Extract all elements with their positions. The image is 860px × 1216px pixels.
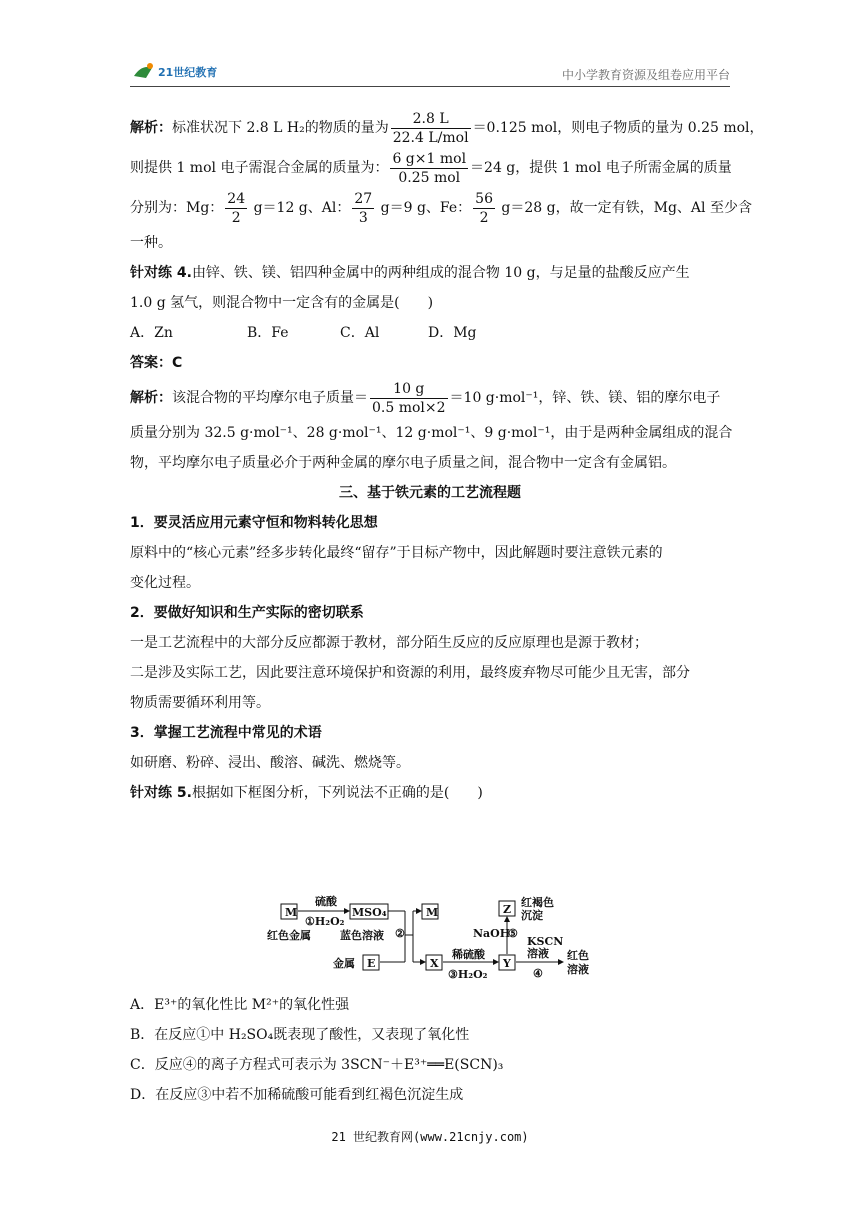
fraction: $\frac{27}{3}$: [354, 190, 373, 226]
paragraph: 二是涉及实际工艺，因此要注意环境保护和资源的利用，最终废弃物尽可能少且无害，部分: [130, 665, 690, 681]
subheading-1: 1．要灵活应用元素守恒和物料转化思想: [130, 515, 378, 531]
analysis4-line1: 解析：该混合物的平均摩尔电子质量＝ $\frac{10 g}{\text{0.5 mol×2}}$ ＝10 g·mol⁻¹，锌、铁、镁、铝的摩尔电子: [130, 380, 721, 416]
option-d: D．在反应③中若不加稀硫酸可能看到红褐色沉淀生成: [130, 1087, 464, 1103]
caption-red-solution-1: 红色: [567, 949, 589, 962]
page-footer: 21 世纪教育网(www.21cnjy.com): [331, 1130, 529, 1144]
flow-diagram: [265, 895, 595, 990]
fraction: $\frac{24}{2}$: [227, 190, 246, 226]
step-3: ③H₂O₂: [448, 968, 488, 981]
reagent-sulfuric: 硫酸: [315, 895, 337, 908]
label-z: Z: [503, 903, 512, 916]
question-label: 针对练 5.: [130, 785, 192, 801]
caption-precip-1: 红褐色: [521, 896, 554, 909]
logo-text: 21世纪教育: [158, 66, 218, 79]
reagent-kscn: KSCN: [527, 935, 564, 948]
caption-metal: 金属: [333, 957, 355, 970]
analysis3-line2: 则提供 1 mol 电子需混合金属的质量为： $\frac{\text{6 g×1 mol}}{\text{0.25 mol}}$ ＝24 g，提供 1 mol 电子所需金属的质量: [130, 150, 732, 186]
label-e: E: [367, 957, 376, 970]
reagent-naoh: NaOH: [473, 927, 511, 940]
step-2: ②: [395, 927, 405, 940]
question-label: 针对练 4.: [130, 265, 192, 281]
option-a: A．Zn: [130, 325, 173, 341]
q5-options: [130, 990, 730, 1110]
analysis4-line2: 质量分别为 32.5 g·mol⁻¹、28 g·mol⁻¹、12 g·mol⁻¹、9 g·mol⁻¹，由于是两种金属组成的混合: [130, 425, 733, 441]
option-a: A．E³⁺的氧化性比 M²⁺的氧化性强: [130, 997, 350, 1013]
paragraph: 物质需要循环利用等。: [130, 695, 270, 711]
label-y: Y: [503, 957, 511, 970]
label-m: M: [285, 906, 298, 919]
option-c: C．反应④的离子方程式可表示为 3SCN⁻＋E³⁺══E(SCN)₃: [130, 1057, 504, 1073]
fraction: $\frac{10 g}{\text{0.5 mol×2}}$: [372, 380, 446, 416]
section-title: 三、基于铁元素的工艺流程题: [339, 485, 521, 501]
analysis3-line1: 解析：标准状况下 2.8 L H₂的物质的量为 $\frac{2.8 L}{\text{22.4 L/mol}}$ ＝0.125 mol，则电子物质的量为 0.25 mol，: [130, 110, 764, 146]
page-header: [130, 58, 730, 87]
option-d: D．Mg: [428, 325, 477, 341]
q4-line1: 针对练 4.由锌、铁、镁、铝四种金属中的两种组成的混合物 10 g，与足量的盐酸反应产生: [130, 265, 690, 281]
step-1: ①H₂O₂: [305, 915, 345, 928]
analysis3-line3: 分别为：Mg： $\frac{24}{2}$ g＝12 g、Al： $\frac{27}{3}$ g＝9 g、Fe： $\frac{56}{2}$ g＝28 g，故一定有铁，Mg、Al 至少含: [130, 190, 752, 226]
site-logo: [132, 60, 224, 82]
option-b: B．Fe: [247, 325, 289, 341]
paragraph: 原料中的“核心元素”经多步转化最终“留存”于目标产物中，因此解题时要注意铁元素的: [130, 545, 663, 561]
fraction: $\frac{2.8 L}{\text{22.4 L/mol}}$: [392, 110, 469, 146]
page-content: [130, 108, 764, 808]
option-c: C．Al: [340, 325, 380, 341]
step-4: ④: [533, 967, 543, 980]
paragraph: 变化过程。: [130, 575, 200, 591]
analysis-label: 解析：: [130, 120, 172, 136]
label-m2: M: [426, 906, 439, 919]
fraction: $\frac{\text{6 g×1 mol}}{\text{0.25 mol}}$: [392, 150, 467, 186]
option-b: B．在反应①中 H₂SO₄既表现了酸性，又表现了氧化性: [130, 1027, 470, 1043]
label-x: X: [430, 957, 439, 970]
paragraph: 如研磨、粉碎、浸出、酸溶、碱洗、燃烧等。: [130, 755, 410, 771]
reagent-kscn-solution: 溶液: [527, 947, 549, 960]
caption-blue-solution: 蓝色溶液: [340, 929, 384, 942]
platform-name: 中小学教育资源及组卷应用平台: [561, 68, 730, 82]
q4-answer: 答案：C: [130, 355, 183, 371]
analysis3-line4: 一种。: [130, 235, 172, 251]
caption-red-metal: 红色金属: [267, 929, 311, 942]
caption-precip-2: 沉淀: [521, 909, 543, 922]
caption-red-solution-2: 溶液: [567, 963, 589, 976]
q4-options: [130, 318, 730, 348]
paragraph: 一是工艺流程中的大部分反应都源于教材，部分陌生反应的反应原理也是源于教材；: [130, 635, 648, 651]
analysis4-line3: 物，平均摩尔电子质量必介于两种金属的摩尔电子质量之间，混合物中一定含有金属铝。: [130, 455, 676, 471]
reagent-dilute: 稀硫酸: [452, 948, 485, 961]
q5-stem: 针对练 5.根据如下框图分析，下列说法不正确的是( ): [130, 785, 483, 801]
step-5: ⑤: [508, 927, 518, 940]
label-mso4: MSO₄: [352, 906, 387, 919]
subheading-3: 3．掌握工艺流程中常见的术语: [130, 725, 322, 741]
fraction: $\frac{56}{2}$: [475, 190, 493, 226]
q4-line2: 1.0 g 氢气，则混合物中一定含有的金属是( ): [130, 295, 434, 311]
subheading-2: 2．要做好知识和生产实际的密切联系: [130, 605, 364, 621]
